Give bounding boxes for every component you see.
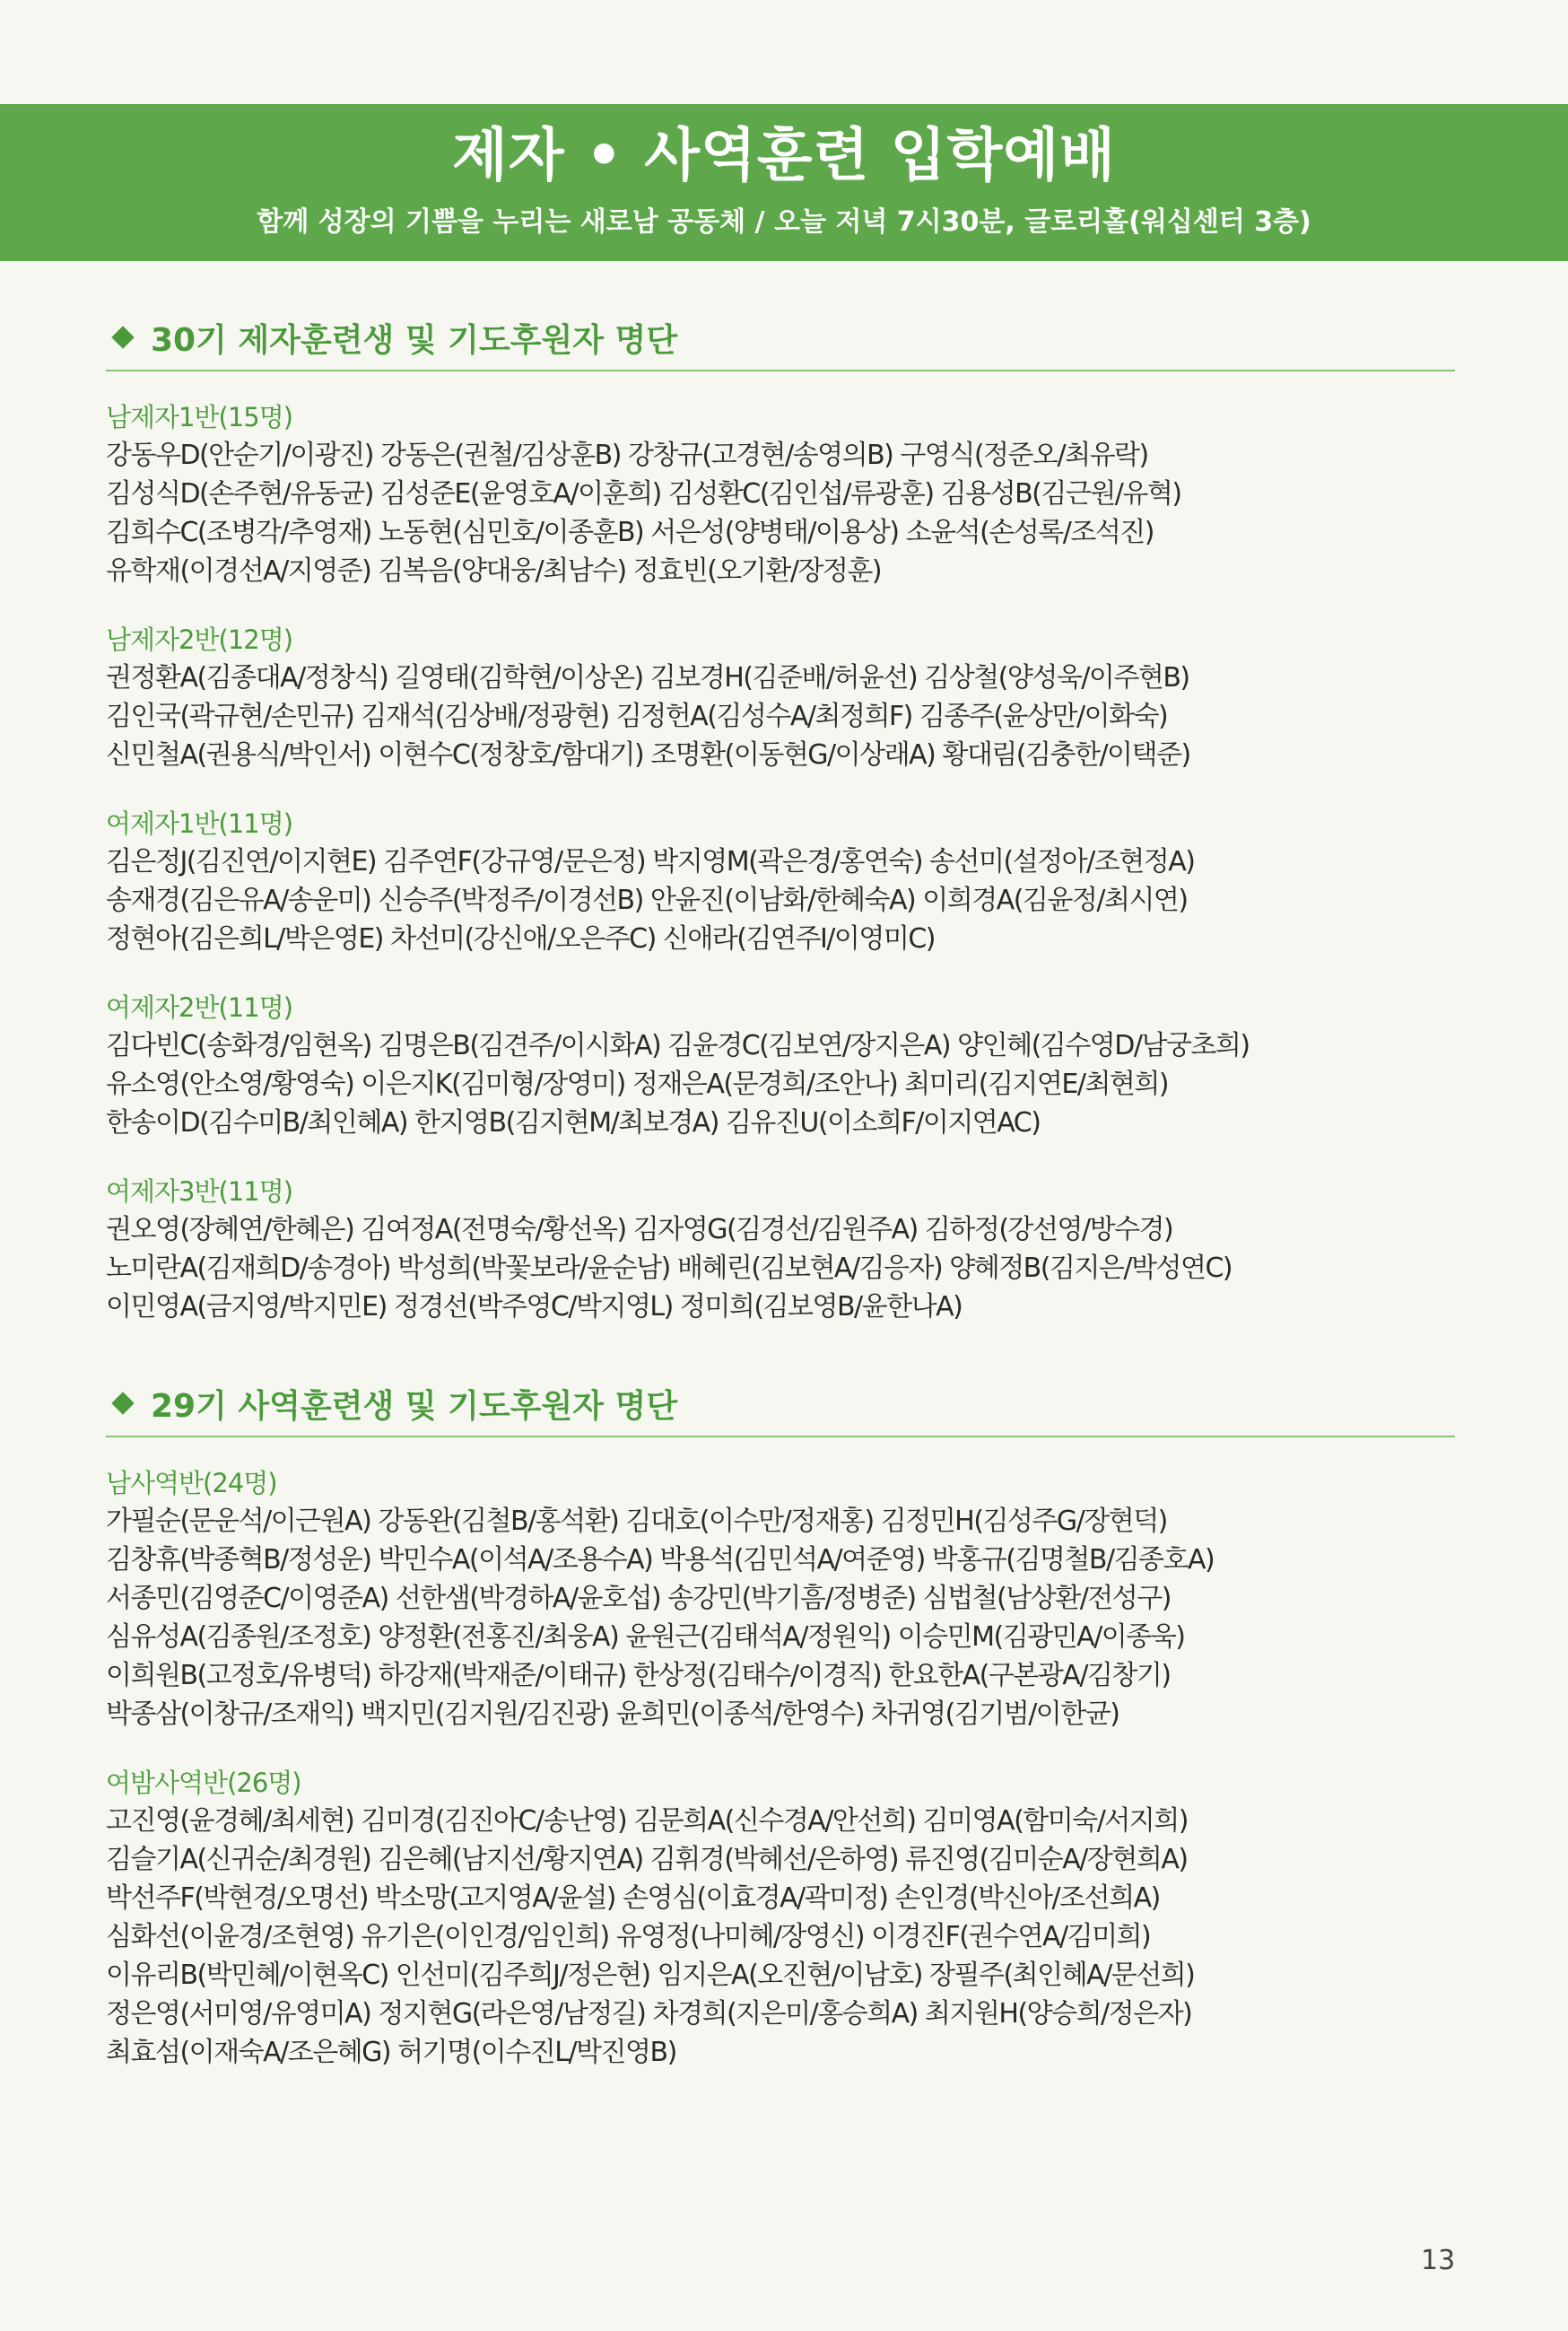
roster-section [106,305,1451,1326]
name-list-line: 정은영(서미영/유영미A) 정지현G(라은영/남정길) 차경희(지은미/홍승희A) 최지원H(양승희/정은자) [106,1998,1192,2030]
class-group-title: 남제자1반(15명) [106,402,293,432]
name-list-line: 김슬기A(신귀순/최경원) 김은혜(남지선/황지연A) 김휘경(박혜선/은하영) 류진영(김미순A/장현희A) [106,1844,1188,1875]
section-heading [106,1371,1455,1437]
name-list-line: 가필순(문운석/이근원A) 강동완(김철B/홍석환) 김대호(이수만/정재홍) 김정민H(김성주G/장현덕) [106,1506,1167,1537]
name-list-line: 강동우D(안순기/이광진) 강동은(권철/김상훈B) 강창규(고경현/송영의B) 구영식(정준오/최유락) [106,440,1148,471]
class-group-title: 여밤사역반(26명) [106,1768,301,1798]
class-group-title: 남사역반(24명) [106,1468,277,1498]
class-group [106,1464,1451,1733]
name-list-line: 심유성A(김종원/조정호) 양정환(전홍진/최웅A) 윤원근(김태석A/정원익) 이승민M(김광민A/이종욱) [106,1621,1185,1653]
section-heading [106,305,1455,371]
name-list-line: 김창휴(박종혁B/정성운) 박민수A(이석A/조용수A) 박용석(김민석A/여준영) 박홍규(김명철B/김종호A) [106,1544,1215,1576]
class-group-title: 여제자2반(11명) [106,992,293,1023]
name-list-line: 박종삼(이창규/조재익) 백지민(김지원/김진광) 윤희민(이종석/한영수) 차귀영(김기범/이한균) [106,1698,1119,1730]
name-list-line: 송재경(김은유A/송운미) 신승주(박정주/이경선B) 안윤진(이남화/한혜숙A) 이희경A(김윤정/최시연) [106,885,1188,916]
page-number: 13 [1421,2245,1456,2276]
roster-content [106,305,1451,2117]
name-list-line: 노미란A(김재희D/송경아) 박성희(박꽃보라/윤순남) 배혜린(김보현A/김응자) 양혜정B(김지은/박성연C) [106,1253,1233,1284]
class-group [106,989,1451,1142]
section-heading-text: 30기 제자훈련생 및 기도후원자 명단 [151,321,678,359]
name-list-line: 김은정J(김진연/이지현E) 김주연F(강규영/문은정) 박지영M(곽은경/홍연숙) 송선미(설정아/조현정A) [106,846,1195,877]
name-list-line: 김다빈C(송화경/임현옥) 김명은B(김견주/이시화A) 김윤경C(김보연/장지은A) 양인혜(김수영D/남궁초희) [106,1030,1250,1061]
class-group [106,398,1451,590]
name-list-line: 서종민(김영준C/이영준A) 선한샘(박경하A/윤호섭) 송강민(박기흠/정병준) 심법철(남상환/전성구) [106,1583,1171,1614]
name-list-line: 김인국(곽규현/손민규) 김재석(김상배/정광현) 김정헌A(김성수A/최정희F) 김종주(윤상만/이화숙) [106,701,1168,732]
class-group [106,805,1451,958]
name-list-line: 한송이D(김수미B/최인혜A) 한지영B(김지현M/최보경A) 김유진U(이소희F/이지연AC) [106,1107,1041,1139]
name-list-line: 신민철A(권용식/박인서) 이현수C(정창호/함대기) 조명환(이동현G/이상래A) 황대림(김충한/이택준) [106,739,1190,771]
class-group [106,1764,1451,2072]
name-list-line: 유소영(안소영/황영숙) 이은지K(김미형/장영미) 정재은A(문경희/조안나) 최미리(김지연E/최현희) [106,1069,1169,1100]
name-list-line: 정현아(김은희L/박은영E) 차선미(강신애/오은주C) 신애라(김연주I/이영미C) [106,923,935,955]
class-group-title: 남제자2반(12명) [106,624,293,655]
name-list-line: 고진영(윤경혜/최세현) 김미경(김진아C/송난영) 김문희A(신수경A/안선희) 김미영A(함미숙/서지희) [106,1805,1188,1837]
class-group [106,1173,1451,1326]
class-group-title: 여제자3반(11명) [106,1176,293,1207]
name-list-line: 이유리B(박민혜/이현옥C) 인선미(김주희J/정은현) 임지은A(오진현/이남호) 장필주(최인혜A/문선희) [106,1960,1195,1991]
name-list-line: 권오영(장혜연/한혜은) 김여정A(전명숙/황선옥) 김자영G(김경선/김원주A) 김하정(강선영/방수경) [106,1214,1173,1245]
name-list-line: 이희원B(고정호/유병덕) 하강재(박재준/이태규) 한상정(김태수/이경직) 한요한A(구본광A/김창기) [106,1660,1171,1691]
section-heading-text: 29기 사역훈련생 및 기도후원자 명단 [151,1387,678,1425]
name-list-line: 심화선(이윤경/조현영) 유기은(이인경/임인희) 유영정(나미혜/장영신) 이경진F(권수연A/김미희) [106,1921,1151,1952]
name-list-line: 이민영A(금지영/박지민E) 정경선(박주영C/박지영L) 정미희(김보영B/윤한나A) [106,1291,963,1323]
roster-section [106,1371,1451,2072]
page-subtitle: 함께 성장의 기쁨을 누리는 새로남 공동체 / 오늘 저녁 7시30분, 글로리홀(워십센터 3층) [257,206,1311,238]
name-list-line: 최효섬(이재숙A/조은혜G) 허기명(이수진L/박진영B) [106,2037,676,2068]
name-list-line: 김성식D(손주현/유동균) 김성준E(윤영호A/이훈희) 김성환C(김인섭/류광훈) 김용성B(김근원/유혁) [106,478,1181,510]
diamond-bullet-icon [111,1392,134,1414]
page-title: 제자 • 사역훈련 입학예배 [452,123,1116,189]
class-group [106,621,1451,774]
diamond-bullet-icon [111,326,134,348]
name-list-line: 권정환A(김종대A/정창식) 길영태(김학현/이상온) 김보경H(김준배/허윤선) 김상철(양성욱/이주현B) [106,662,1189,694]
name-list-line: 박선주F(박현경/오명선) 박소망(고지영A/윤설) 손영심(이효경A/곽미정) 손인경(박신아/조선희A) [106,1882,1160,1914]
class-group-title: 여제자1반(11명) [106,808,293,839]
name-list-line: 김희수C(조병각/추영재) 노동현(심민호/이종훈B) 서은성(양병태/이용상) 소윤석(손성록/조석진) [106,517,1154,548]
header-banner [0,104,1568,261]
name-list-line: 유학재(이경선A/지영준) 김복음(양대웅/최남수) 정효빈(오기환/장정훈) [106,555,882,587]
